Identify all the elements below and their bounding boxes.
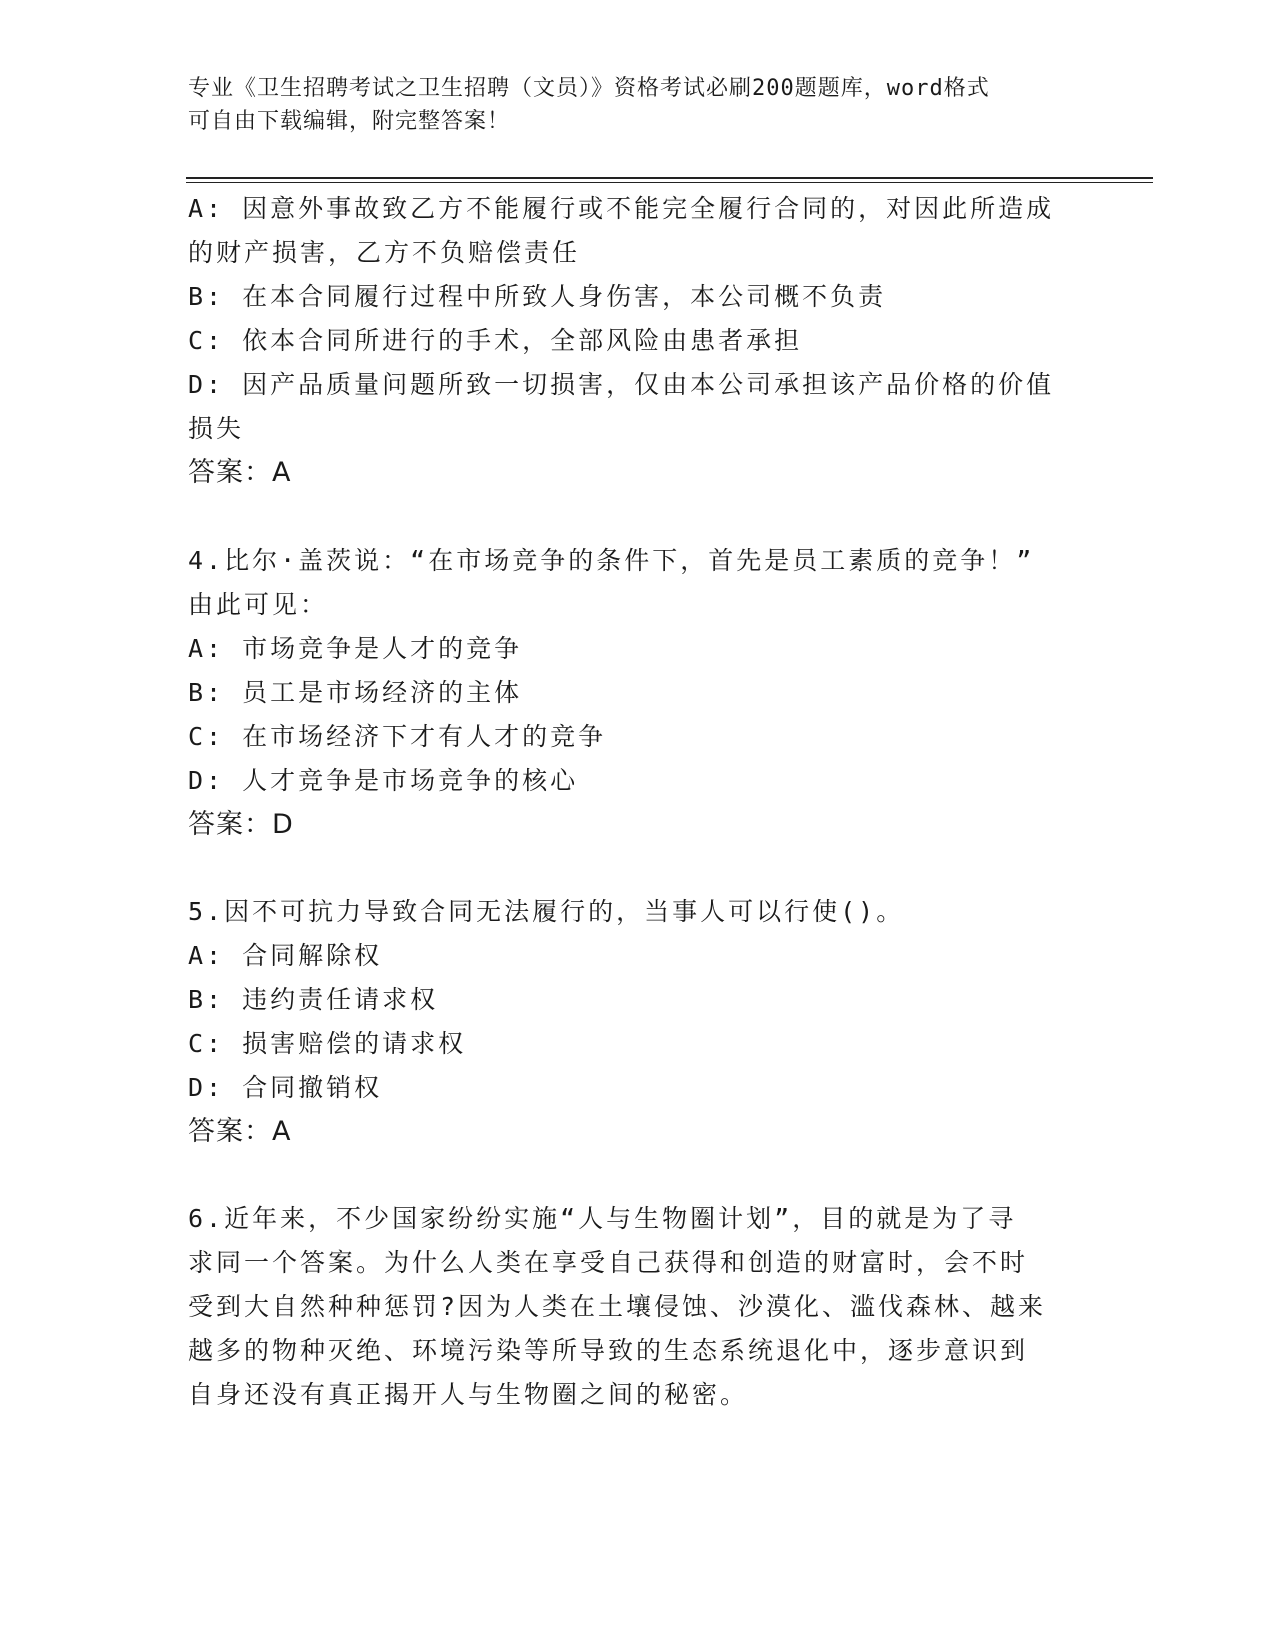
document-header: [188, 72, 1068, 138]
q4-answer: 答案：D: [188, 809, 294, 840]
q3-option-d-line-1: D: 因产品质量问题所致一切损害，仅由本公司承担该产品价格的价值: [188, 370, 1055, 399]
q4-stem-line-1: 4.比尔·盖茨说：“在市场竞争的条件下，首先是员工素质的竞争！”: [188, 546, 1035, 575]
q5-option-b: B: 违约责任请求权: [188, 985, 439, 1014]
q4-option-a: A: 市场竞争是人才的竞争: [188, 634, 523, 663]
q6-stem-line-1: 6.近年来，不少国家纷纷实施“人与生物圈计划”，目的就是为了寻: [188, 1204, 1017, 1233]
q3-option-d-line-2: 损失: [188, 414, 245, 443]
q5-option-d: D: 合同撤销权: [188, 1073, 383, 1102]
q5-option-a: A: 合同解除权: [188, 941, 383, 970]
q6-stem-line-2: 求同一个答案。为什么人类在享受自己获得和创造的财富时，会不时: [188, 1248, 1029, 1277]
q4-option-c: C: 在市场经济下才有人才的竞争: [188, 722, 607, 751]
q3-option-c: C: 依本合同所进行的手术，全部风险由患者承担: [188, 326, 803, 355]
q4-option-d: D: 人才竞争是市场竞争的核心: [188, 766, 579, 795]
q4-option-b: B: 员工是市场经济的主体: [188, 678, 523, 707]
header-title-line-1: 专业《卫生招聘考试之卫生招聘（文员）》资格考试必刷200题题库，word格式: [188, 76, 990, 101]
q6-stem-line-4: 越多的物种灭绝、环境污染等所导致的生态系统退化中，逐步意识到: [188, 1336, 1029, 1365]
q5-stem: 5.因不可抗力导致合同无法履行的，当事人可以行使()。: [188, 897, 905, 926]
q5-option-c: C: 损害赔偿的请求权: [188, 1029, 467, 1058]
header-title-line-2: 可自由下载编辑，附完整答案！: [188, 109, 511, 134]
q3-option-a-line-2: 的财产损害，乙方不负赔偿责任: [188, 238, 581, 267]
q6-stem-line-5: 自身还没有真正揭开人与生物圈之间的秘密。: [188, 1380, 749, 1409]
q3-answer: 答案：A: [188, 457, 292, 488]
q3-option-b: B: 在本合同履行过程中所致人身伤害，本公司概不负责: [188, 282, 887, 311]
q5-answer: 答案：A: [188, 1116, 292, 1147]
q6-stem-line-3: 受到大自然种种惩罚?因为人类在土壤侵蚀、沙漠化、滥伐森林、越来: [188, 1292, 1047, 1321]
header-divider-thick: [186, 177, 1153, 179]
header-divider-thin: [186, 182, 1153, 183]
q4-stem-line-2: 由此可见：: [188, 590, 329, 619]
q3-option-a-line-1: A: 因意外事故致乙方不能履行或不能完全履行合同的，对因此所造成: [188, 194, 1055, 223]
